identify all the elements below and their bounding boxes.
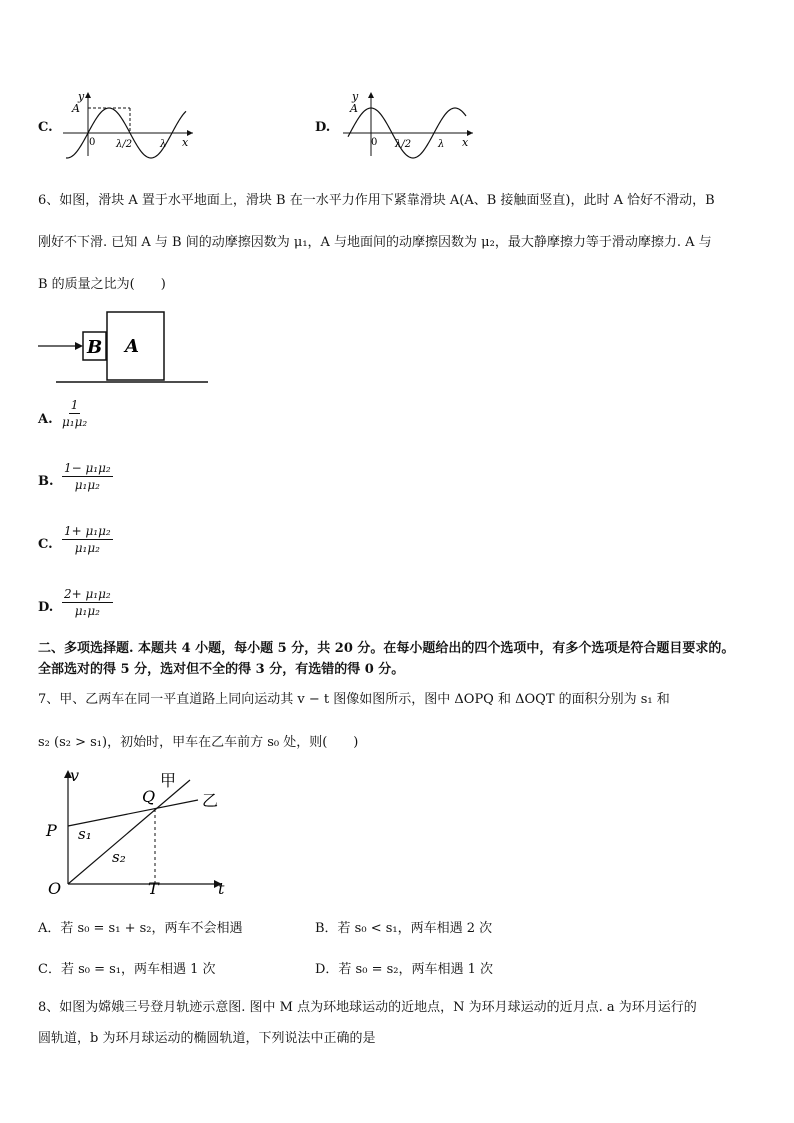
half-wavelength-label: λ/2 bbox=[395, 139, 412, 150]
q6-option-d-fraction bbox=[62, 587, 113, 618]
amplitude-label: A bbox=[350, 102, 358, 115]
option-c-label: C. bbox=[38, 120, 53, 135]
sine-graph-c bbox=[58, 88, 198, 160]
q6-option-a-label: A. bbox=[38, 412, 53, 427]
origin-o-label: O bbox=[48, 879, 62, 896]
numerator: 2+ μ₁μ₂ bbox=[64, 587, 111, 601]
denominator: μ₁μ₂ bbox=[74, 604, 100, 618]
wavelength-label: λ bbox=[438, 139, 445, 150]
y-axis-label: y bbox=[352, 90, 359, 103]
block-b-label: B bbox=[87, 337, 103, 358]
origin-label: 0 bbox=[371, 137, 378, 148]
y-axis-label: y bbox=[78, 90, 85, 103]
section2-line2: 全部选对的得 5 分，选对但不全的得 3 分，有选错的得 0 分。 bbox=[38, 662, 405, 677]
point-p-label: P bbox=[46, 821, 57, 840]
q6-option-c-label: C. bbox=[38, 537, 53, 552]
sine-graph-d bbox=[338, 88, 478, 160]
point-t-label: T bbox=[148, 879, 159, 896]
q6-text-line1: 6、如图，滑块 A 置于水平地面上，滑块 B 在一水平力作用下紧靠滑块 A(A、B 接触面竖直)，此时 A 恰好不滑动，B bbox=[38, 193, 715, 208]
wavelength-label: λ bbox=[160, 139, 167, 150]
q6-option-c-fraction bbox=[62, 524, 113, 555]
q6-text-line2: 刚好不下滑. 已知 A 与 B 间的动摩擦因数为 μ₁，A 与地面间的动摩擦因数为 μ₂，最大静摩擦力等于滑动摩擦力. A 与 bbox=[38, 235, 712, 250]
area-s1-label: s₁ bbox=[78, 825, 92, 843]
section2-line1: 二、多项选择题. 本题共 4 小题，每小题 5 分，共 20 分。在每小题给出的四个选项中，有多个选项是符合题目要求的。 bbox=[38, 641, 735, 656]
jia-label: 甲 bbox=[160, 771, 177, 790]
vt-graph bbox=[40, 766, 230, 896]
option-d-label: D. bbox=[315, 120, 331, 135]
x-axis-label: x bbox=[182, 136, 189, 149]
numerator: 1− μ₁μ₂ bbox=[64, 461, 111, 475]
area-s2-label: s₂ bbox=[112, 848, 126, 866]
q6-option-a-fraction bbox=[62, 398, 87, 429]
block-a-label: A bbox=[125, 336, 139, 357]
q8-text-line1: 8、如图为嫦娥三号登月轨迹示意图. 图中 M 点为环地球运动的近地点，N 为环月球运动的近月点. a 为环月运行的 bbox=[38, 1000, 697, 1015]
point-q-label: Q bbox=[142, 787, 156, 806]
q7-text-line1: 7、甲、乙两车在同一平直道路上同向运动其 v − t 图像如图所示，图中 ΔOPQ 和 ΔOQT 的面积分别为 s₁ 和 bbox=[38, 692, 670, 707]
q7-option-b: B．若 s₀ < s₁，两车相遇 2 次 bbox=[315, 921, 493, 936]
denominator: μ₁μ₂ bbox=[74, 478, 100, 492]
yi-label: 乙 bbox=[202, 791, 219, 810]
line-yi bbox=[68, 800, 198, 826]
q7-option-a: A．若 s₀ = s₁ + s₂，两车不会相遇 bbox=[38, 921, 243, 936]
q6-option-b-label: B. bbox=[38, 474, 54, 489]
q8-text-line2: 圆轨道，b 为环月球运动的椭圆轨道，下列说法中正确的是 bbox=[38, 1031, 376, 1046]
origin-label: 0 bbox=[89, 137, 96, 148]
q7-option-c: C．若 s₀ = s₁，两车相遇 1 次 bbox=[38, 962, 216, 977]
q6-option-b-fraction bbox=[62, 461, 113, 492]
x-axis-label: x bbox=[462, 136, 469, 149]
numerator: 1 bbox=[70, 398, 79, 412]
q7-text-line2: s₂ (s₂ > s₁)，初始时，甲车在乙车前方 s₀ 处，则( ) bbox=[38, 735, 359, 750]
half-wavelength-label: λ/2 bbox=[116, 139, 133, 150]
denominator: μ₁μ₂ bbox=[62, 415, 88, 429]
numerator: 1+ μ₁μ₂ bbox=[64, 524, 111, 538]
t-axis-label: t bbox=[218, 879, 225, 896]
blocks-figure bbox=[36, 306, 212, 388]
v-axis-label: v bbox=[70, 766, 80, 785]
q6-text-line3: B 的质量之比为( ) bbox=[38, 277, 166, 292]
q6-option-d-label: D. bbox=[38, 600, 54, 615]
q7-option-d: D．若 s₀ = s₂，两车相遇 1 次 bbox=[315, 962, 494, 977]
amplitude-label: A bbox=[72, 102, 80, 115]
denominator: μ₁μ₂ bbox=[74, 541, 100, 555]
